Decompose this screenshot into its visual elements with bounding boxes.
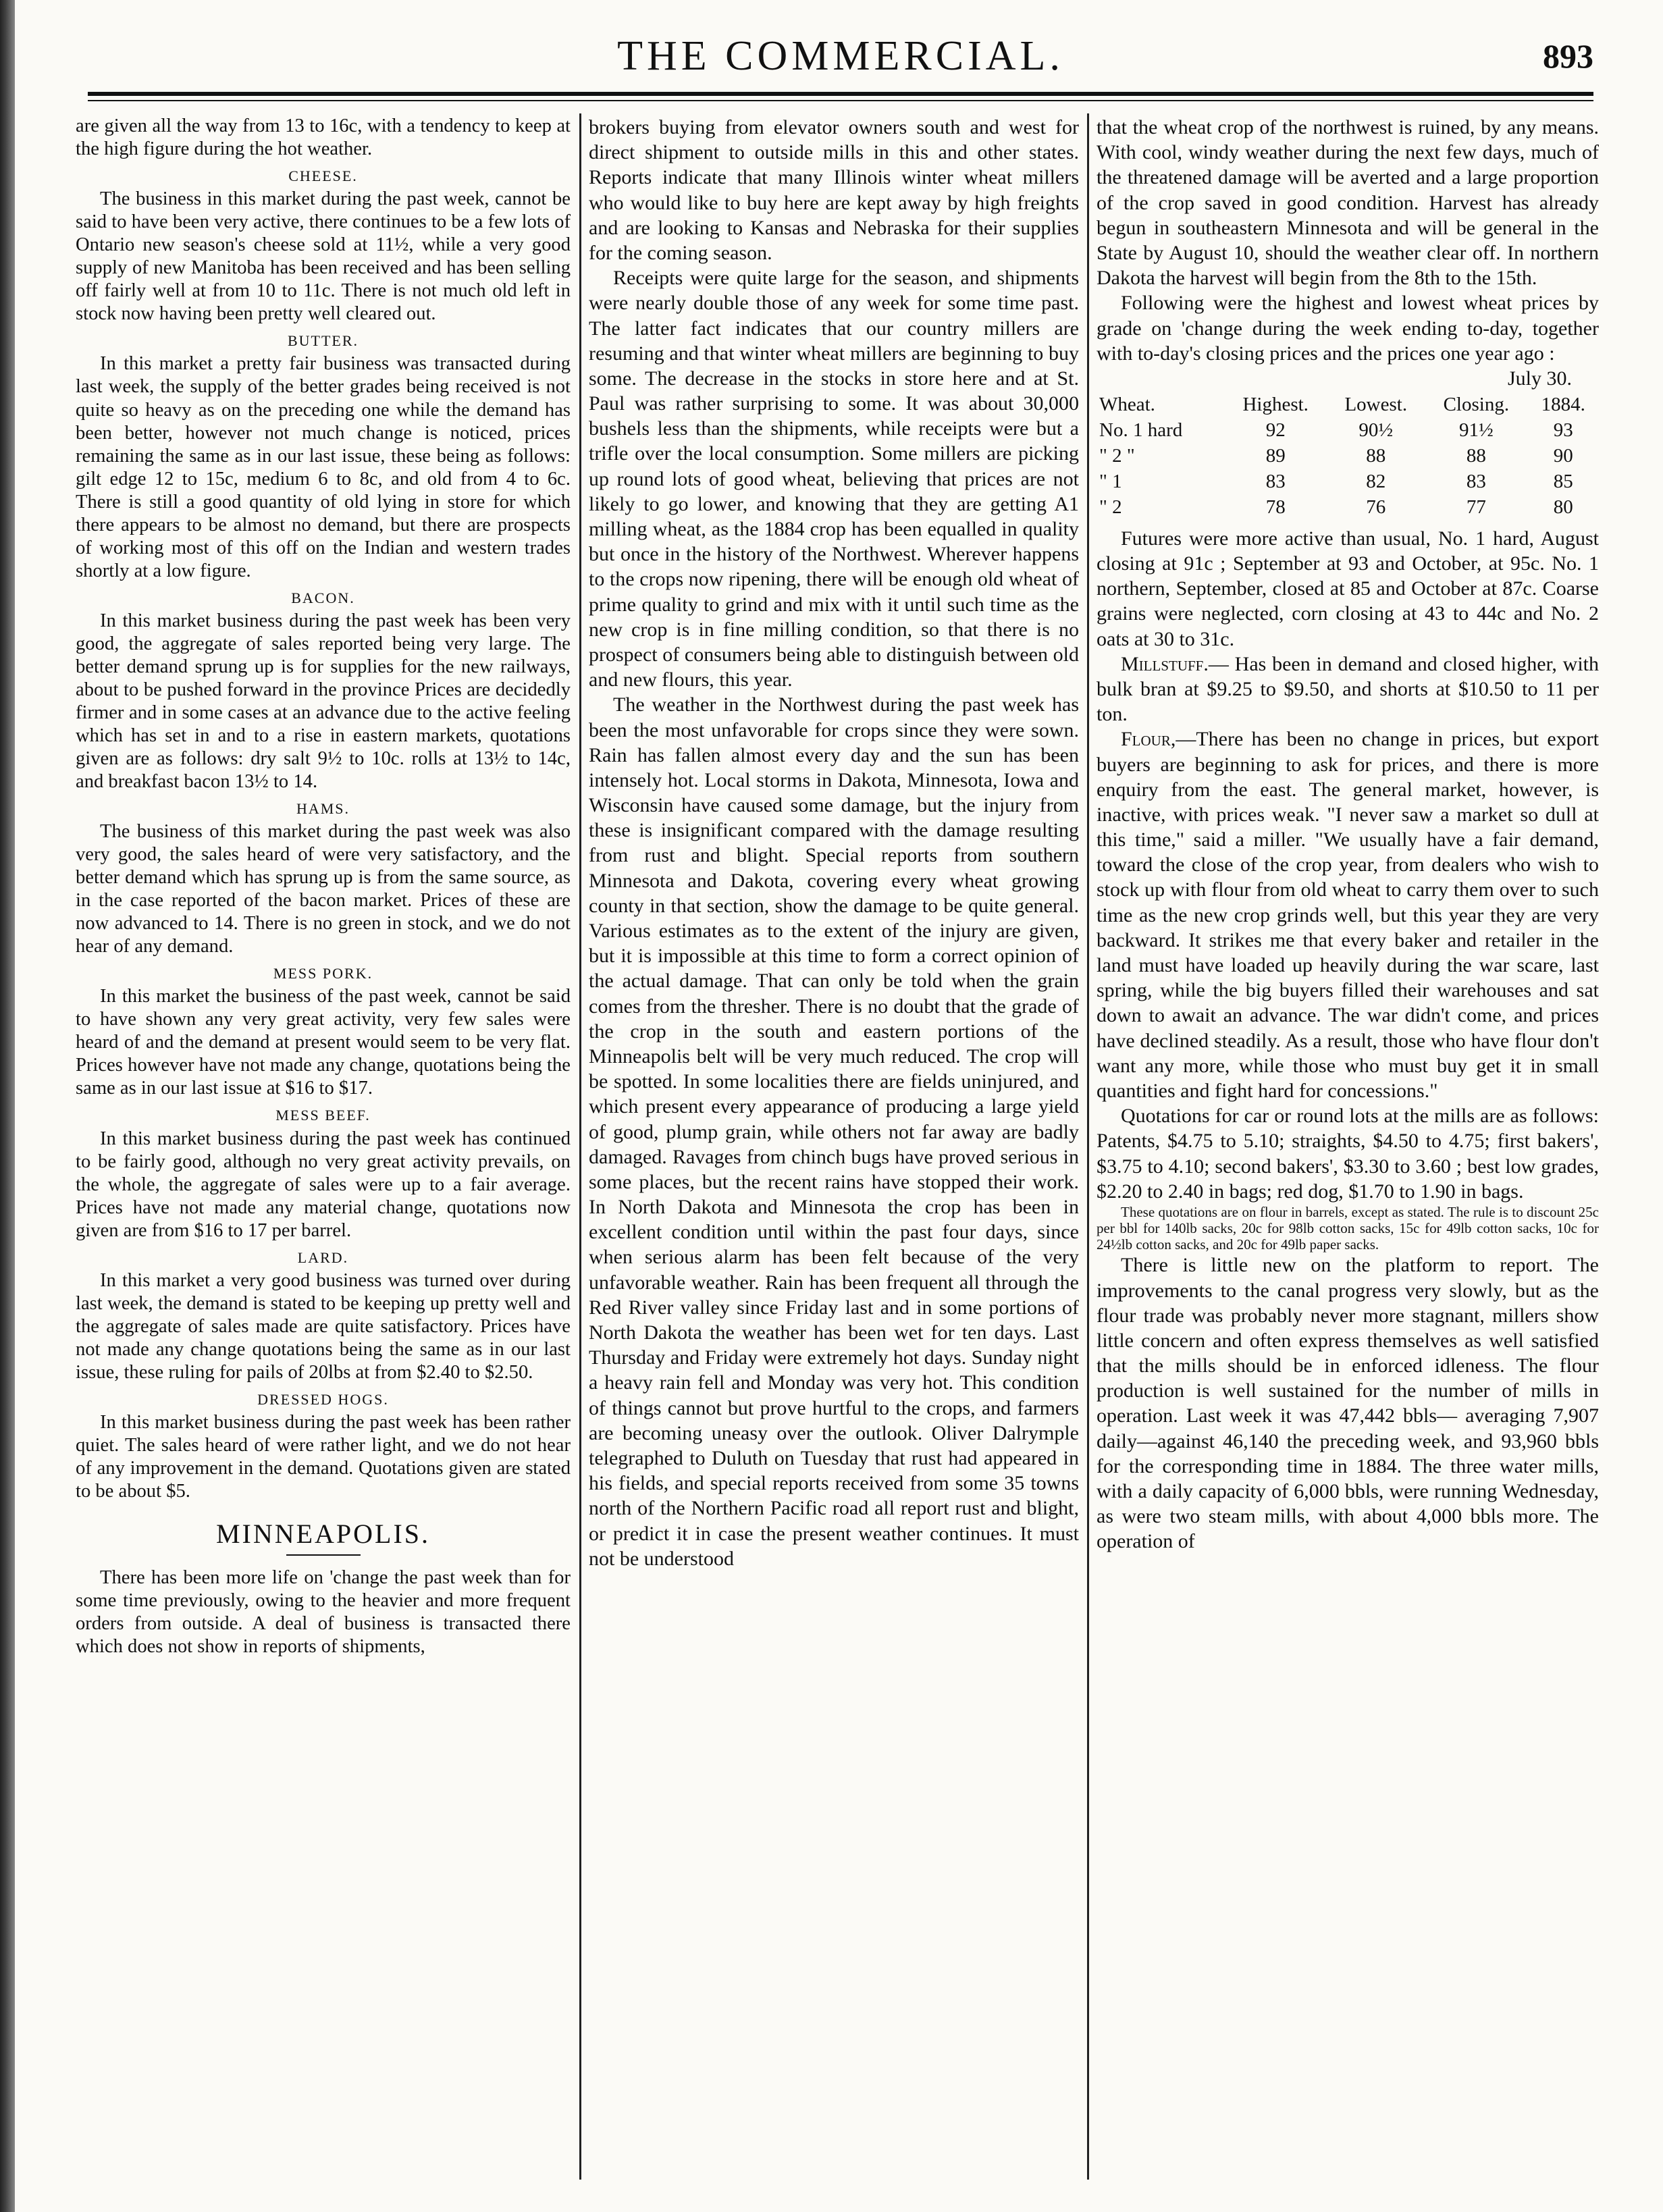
paragraph-crop: that the wheat crop of the northwest is ruined, by any means. With cool, windy weather during the next few days, much of the threatened damage will be averted and a large proportion of the crop saved in good condition. Harvest has already begun in southeastern Minnesota and will be general in the State by August 10, should the weather clear off. In northern Dakota the harvest will begin from the 8th to the 15th.	[1097, 116, 1599, 290]
table-cell: 93	[1553, 419, 1573, 442]
table-cell: 83	[1265, 470, 1286, 492]
section-heading-minneapolis: MINNEAPOLIS.	[215, 1519, 431, 1550]
table-cell: 92	[1265, 419, 1286, 442]
table-cell: 80	[1553, 496, 1573, 518]
paragraph-mess-beef: In this market business during the past week has continued to be fairly good, although no very great activity prevails, on the whole, the aggregate of sales were up to a fair average. Prices have not made any material change, quotations now given are from $16 to 17 per barrel.	[76, 1128, 571, 1241]
paragraph-mess-pork: In this market the business of the past week, cannot be said to have shown any very great activity, very few sales were heard of and the demand at present would seem to be very flat. Prices however have not made any change, quotations being the same as in our last issue at $16 to $17.	[76, 986, 571, 1099]
table-cell: 88	[1366, 444, 1386, 467]
table-header-row	[1097, 392, 1599, 418]
paragraph-bacon: In this market business during the past week has been very good, the aggregate of sales reported being very large. The better demand sprung up is for supplies for the new railways, about to be pushed forward in the province Prices are decidedly firmer and in some cases at an advance due to the active feeling which has set in and to a rise in eastern markets, quotations given are as follows: dry salt 9½ to 10c. rolls at 13½ to 14c, and breakfast bacon 13½ to 14.	[76, 610, 571, 792]
table-cell: " 2	[1099, 496, 1122, 518]
millstuff-text: — Has been in demand and closed higher, with bulk bran at $9.25 to $9.50, and shorts at $10.50 to 11 per ton.	[1097, 652, 1599, 726]
section-heading-dressed-hogs: DRESSED HOGS.	[257, 1390, 389, 1408]
table-cell: 85	[1553, 470, 1573, 492]
paragraph-platform: There is little new on the platform to report. The improvements to the canal progress very slowly, but as the flour trade was probably never more stagnant, millers show little concern and often express themselves as well satisfied that the mills should be in enforced idleness. The flour production is well sustained for the number of mills in operation. Last week it was 47,442 bbls— averaging 7,907 daily—against 46,140 the preceding week, and 93,960 bbls for the corresponding time in 1884. The three water mills, with a daily capacity of 6,000 bbls, were running Wednesday, as were two steam mills, with about 4,000 bbls more. The operation of	[1097, 1254, 1599, 1553]
paragraph-weather: The weather in the Northwest during the past week has been the most unfavorable for crops since they were sown. Rain has fallen almost every day and the sun has been intensely hot. Local storms in Dakota, Minnesota, Iowa and Wisconsin have caused some damage, but the injury from these is insignificant compared with the damage resulting from rust and blight. Special reports from southern Minnesota and Dakota, covering every wheat growing county in that section, show the damage to be quite general. Various estimates as to the extent of the injury are given, but it is impossible at this time to form a correct opinion of the actual damage. That can only be told when the grain comes from the thresher. There is no doubt that the grade of the crop in the south and eastern portions of the Minneapolis belt will be very much reduced. The crop will be spotted. In some localities there are fields uninjured, and which present every appearance of producing a large yield of good, plump grain, while others not far away are badly damaged. Ravages from chinch bugs have proved serious in some places, but the recent rains have stopped their work. In North Dakota and Minnesota the crop has been in excellent condition until within the past four days, since when serious alarm has been felt because of the very unfavorable weather. Rain has been frequent all through the Red River valley since Friday last and in some portions of North Dakota the weather has been wet for ten days. Last Thursday and Friday were extremely hot days. Sunday night a heavy rain fell and Monday was very hot. This condition of things cannot but prove hurtful to the crops, and farmers are becoming uneasy over the outlook. Oliver Dalrymple telegraphed to Duluth on Tuesday that rust had appeared in his fields, and special reports received from some 35 towns north of the Northern Pacific road all report rust and blight, or predict it in case the present weather continues. It must not be understood	[589, 693, 1079, 1570]
paragraph-dressed-hogs: In this market business during the past week has been rather quiet. The sales heard of were rather light, and we do not hear of any improvement in the demand. Quotations given are stated to be about $5.	[76, 1412, 571, 1502]
table-header-cell: Wheat.	[1099, 394, 1155, 416]
newspaper-title: THE COMMERCIAL.	[617, 33, 1064, 79]
table-header-cell: Highest.	[1242, 394, 1309, 416]
paragraph-flour	[1097, 727, 1599, 1103]
wheat-price-table	[1097, 392, 1599, 521]
section-heading-mess-pork: MESS PORK.	[273, 965, 373, 982]
table-header-cell: Closing.	[1443, 394, 1510, 416]
millstuff-lead: Millstuff.	[1121, 652, 1209, 675]
column-divider-1	[579, 113, 581, 2180]
paragraph-cheese: The business in this market during the past week, cannot be said to have been very active, there continues to be a few lots of Ontario new season's cheese sold at 11½, while a very good supply of new Manitoba has been received and has been selling off fairly well at from 10 to 11c. There is not much old left in stock now having been pretty well cleared out.	[76, 188, 571, 325]
page-binding-edge	[0, 0, 15, 2212]
table-header-cell: Lowest.	[1344, 394, 1408, 416]
column-divider-2	[1087, 113, 1089, 2180]
table-cell: 91½	[1458, 419, 1494, 442]
quotation-note: These quotations are on flour in barrels, except as stated. The rule is to discount 25c per bbl for 140lb sacks, 20c for 98lb cotton sacks, 15c for 49lb cotton sacks, 10c for 24½lb cotton sacks, and 20c for 49lb paper sacks.	[1097, 1203, 1599, 1253]
flour-text: —There has been no change in prices, but export buyers are beginning to ask for prices, and there is more enquiry from the east. The general market, however, is inactive, with prices weak. "I never saw a market so dull at this time," said a miller. "We usually have a fair demand, toward the close of the crop year, from dealers who wish to stock up with flour from old wheat to carry them over to such time as the new crop grinds well, but this year they are very backward. It strikes me that every baker and retailer in the land must have loaded up heavily during the war scare, last spring, while the big buyers filled their warehouses and sat down to await an advance. The war didn't come, and prices have declined steadily. As a result, those who have flour don't want any more, while those who must buy get it in small quantities and fight hard for concessions."	[1097, 728, 1599, 1102]
table-cell: No. 1 hard	[1099, 419, 1183, 442]
table-row	[1097, 469, 1599, 495]
section-heading-bacon: BACON.	[291, 589, 355, 606]
table-cell: 82	[1366, 470, 1386, 492]
table-cell: 89	[1265, 444, 1286, 467]
column-3	[1097, 115, 1599, 2167]
table-cell: " 1	[1099, 470, 1122, 492]
paragraph-intro: are given all the way from 13 to 16c, with a tendency to keep at the high figure during the hot weather.	[76, 115, 571, 160]
heading-underline	[286, 1554, 361, 1556]
table-cell: 76	[1366, 496, 1386, 518]
paragraph-quotations: Quotations for car or round lots at the mills are as follows: Patents, $4.75 to 5.10; straights, $4.50 to 4.75; first bakers', $3.75 to 4.10; second bakers', $3.30 to 3.60 ; best low grades, $2.20 to 2.40 in bags; red dog, $1.70 to 1.90 in bags.	[1097, 1105, 1599, 1203]
table-row	[1097, 444, 1599, 469]
table-cell: 78	[1265, 496, 1286, 518]
page-number: 893	[1543, 37, 1593, 75]
section-heading-butter: BUTTER.	[287, 332, 359, 350]
paragraph-minneapolis: There has been more life on 'change the past week than for some time previously, owing to the heavier and more frequent orders from outside. A deal of business is transacted there which does not show in reports of shipments,	[76, 1566, 571, 1657]
table-cell: 88	[1466, 444, 1486, 467]
table-cell: 90½	[1358, 419, 1394, 442]
section-heading-hams: HAMS.	[296, 799, 350, 817]
header-rule-thick	[88, 92, 1593, 96]
paragraph-millstuff	[1097, 652, 1599, 727]
section-heading-mess-beef: MESS BEEF.	[275, 1107, 371, 1124]
column-2	[589, 115, 1079, 2167]
section-heading-lard: LARD.	[297, 1248, 349, 1266]
paragraph-butter: In this market a pretty fair business was transacted during last week, the supply of the better grades being received is not quite so heavy as on the preceding one while the demand has been better, however not much change is noticed, prices remaining the same as in our last issue, these being as follows: gilt edge 12 to 15c, medium 6 to 8c, and old from 4 to 6c. There is still a good quantity of old lying in store for which there appears to be almost no demand, but there are prospects of working most of this off on the Indian and western trades shortly at a low figure.	[76, 353, 571, 581]
column-1	[76, 115, 571, 2167]
section-heading-cheese: CHEESE.	[288, 167, 358, 185]
paragraph-hams: The business of this market during the past week was also very good, the sales heard of were very satisfactory, and the better demand which has sprung up is from the same source, as in the case reported of the bacon market. Prices of these are now advanced to 14. There is no green in stock, and we do not hear of any demand.	[76, 821, 571, 957]
paragraph-futures: Futures were more active than usual, No. 1 hard, August closing at 91c ; September at 93 and October, at 95c. No. 1 northern, September, closed at 85 and October at 87c. Coarse grains were neglected, corn closing at 43 to 44c and No. 2 oats at 30 to 31c.	[1097, 527, 1599, 650]
paragraph-receipts: Receipts were quite large for the season, and shipments were nearly double those of any week for some time past. The latter fact indicates that our country millers are resuming and that winter wheat millers are beginning to buy some. The decrease in the stocks in store here and at St. Paul was rather surprising to some. It was about 30,000 bushels less than the shipments, while receipts were but a trifle over the local consumption. Some millers are picking up round lots of good wheat, believing that prices are not likely to go lower, and knowing that they are getting A1 milling wheat, as the 1884 crop has been equalled in quality but once in the history of the Northwest. Wherever happens to the crops now ripening, there will be enough old wheat of prime quality to grind and mix with it until such time as the new crop is in fine milling condition, so that there is no prospect of consumers being able to distinguish between old and new flours, this year.	[589, 267, 1079, 691]
paragraph-brokers: brokers buying from elevator owners south and west for direct shipment to outside mills in this and other states. Reports indicate that many Illinois winter wheat millers who would like to buy here are kept away by high freights and are looking to Kansas and Nebraska for their supplies for the coming season.	[589, 116, 1079, 264]
table-cell: 90	[1553, 444, 1573, 467]
flour-lead: Flour,	[1121, 728, 1176, 751]
table-cell: " 2 "	[1099, 444, 1135, 467]
masthead	[88, 27, 1593, 88]
header-rule-thin	[88, 100, 1593, 101]
paragraph-lard: In this market a very good business was turned over during last week, the demand is stated to be keeping up pretty well and the aggregate of sales made are quite satisfactory. Prices have not made any change quotations being the same as in our last issue, these ruling for pails of 20lbs at from $2.40 to $2.50.	[76, 1269, 571, 1383]
table-cell: 83	[1466, 470, 1486, 492]
table-row	[1097, 418, 1599, 444]
table-cell: 77	[1466, 496, 1486, 518]
table-date: July 30.	[1507, 367, 1572, 390]
table-header-cell: 1884.	[1541, 394, 1585, 416]
paragraph-prices-intro: Following were the highest and lowest wheat prices by grade on 'change during the week ending to-day, together with to-day's closing prices and the prices one year ago :	[1097, 292, 1599, 365]
table-row	[1097, 495, 1599, 521]
